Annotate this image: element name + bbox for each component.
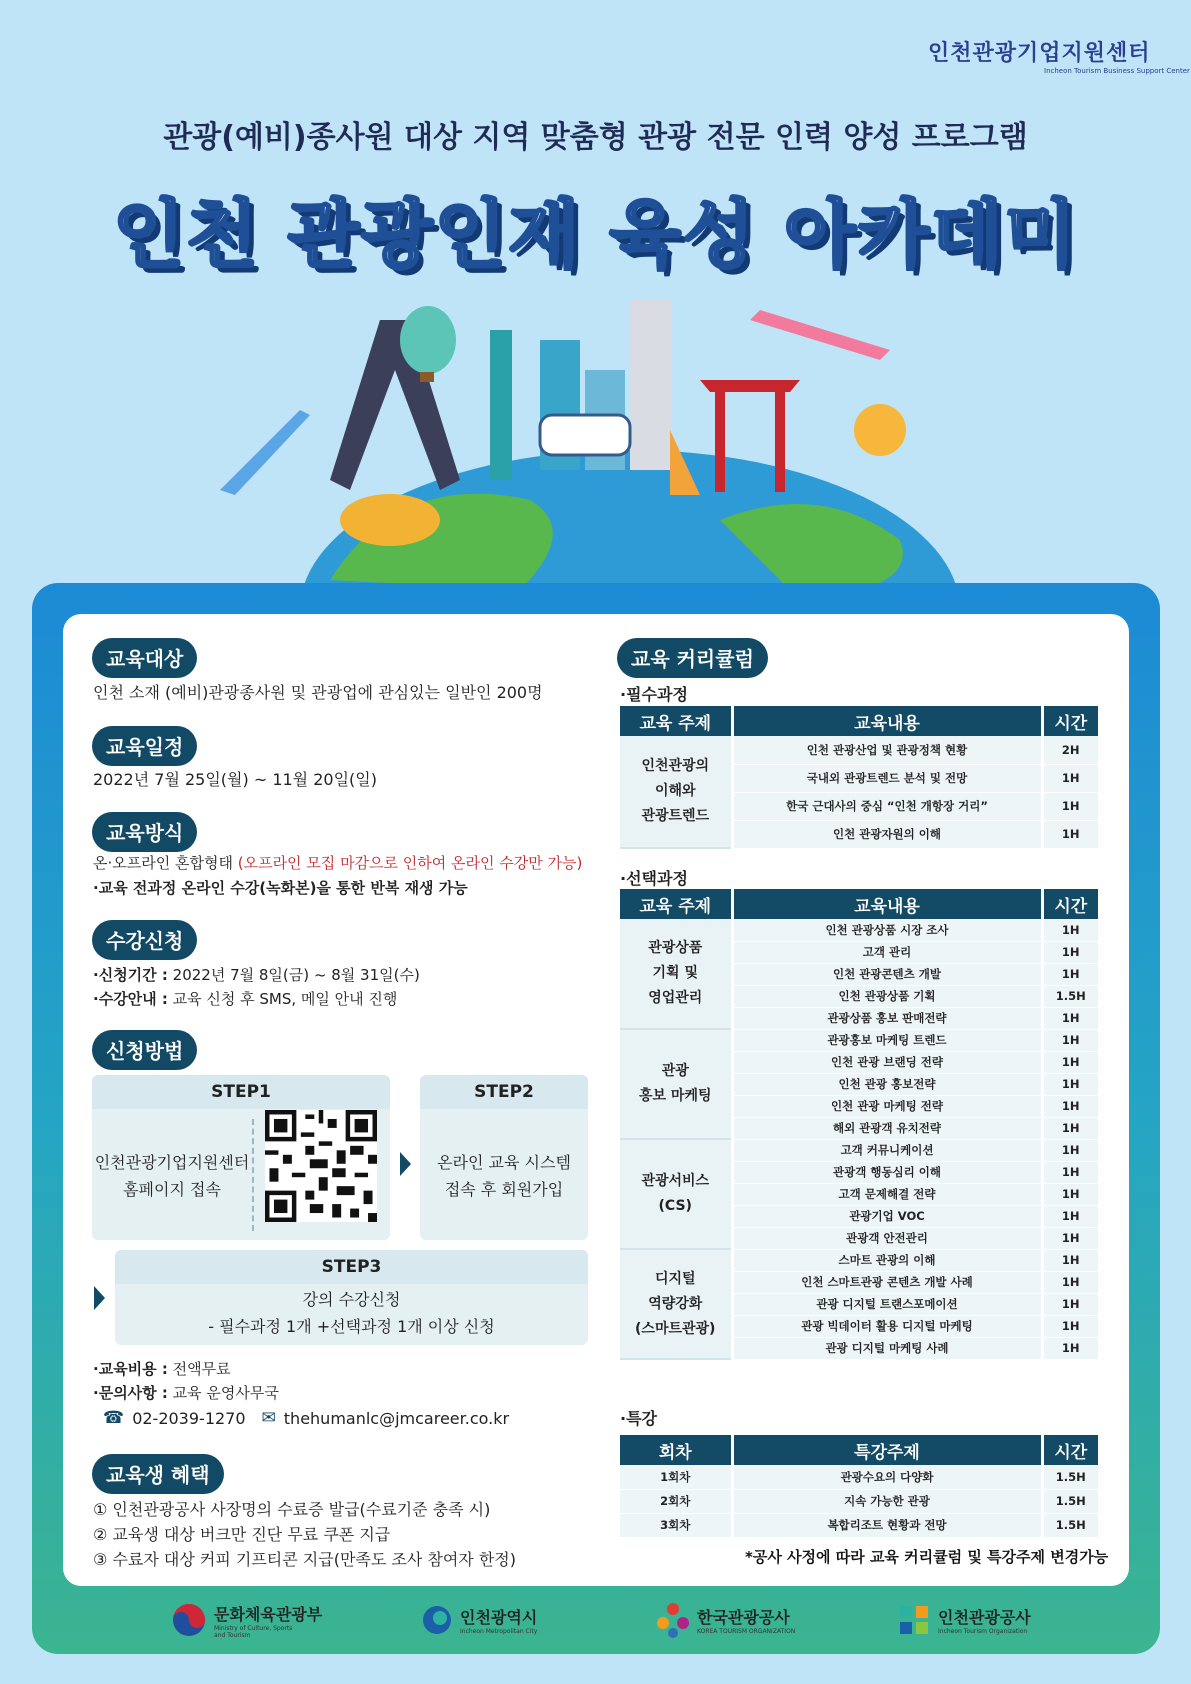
brand-name: 인천관광기업지원센터: [928, 41, 1151, 66]
hours-cell: 1.5H: [1042, 1465, 1098, 1489]
topic-cell: 관광서비스 (CS): [620, 1139, 732, 1249]
org-name-incheon-city: 인천광역시: [460, 1608, 538, 1627]
section-tag-target: 교육대상: [92, 638, 197, 678]
airplane-illustration-left: [220, 410, 310, 495]
content-cell: 인천 스마트관광 콘텐츠 개발 사례: [732, 1271, 1042, 1293]
topic-cell: 관광 홍보 마케팅: [620, 1029, 732, 1139]
hours-cell: 1H: [1042, 1271, 1098, 1293]
col-topic: 교육 주제: [620, 889, 732, 919]
content-cell: 국내외 관광트렌드 분석 및 전망: [732, 764, 1042, 792]
org-name-ito: 인천관광공사: [938, 1608, 1031, 1627]
step2-line1: 온라인 교육 시스템: [437, 1153, 571, 1172]
content-cell: 관광기업 VOC: [732, 1205, 1042, 1227]
org-name-incheon-city-en: Incheon Metropolitan City: [460, 1628, 538, 1635]
step2-box: [420, 1075, 588, 1240]
content-cell: 인천 관광상품 기획: [732, 985, 1042, 1007]
col-hours: 시간: [1042, 889, 1098, 919]
content-cell: 인천 관광 브랜딩 전략: [732, 1051, 1042, 1073]
contact-email[interactable]: thehumanlc@jmcareer.co.kr: [283, 1408, 510, 1428]
method-notice: (오프라인 모집 마감으로 인하여 온라인 수강만 가능): [237, 854, 583, 872]
content-cell: 인천 관광 마케팅 전략: [732, 1095, 1042, 1117]
step3-box: [115, 1250, 588, 1345]
step2-text: [420, 1149, 588, 1203]
content-cell: 해외 관광객 유치전략: [732, 1117, 1042, 1139]
col-topic: 교육 주제: [620, 706, 732, 736]
ito-emblem-icon: [898, 1604, 930, 1636]
section-tag-schedule: 교육일정: [92, 726, 197, 766]
step3-title: STEP3: [115, 1250, 588, 1284]
mcst-emblem-icon: [172, 1603, 206, 1637]
step2-line2: 접속 후 회원가입: [444, 1180, 564, 1199]
step1-line2: 홈페이지 접속: [123, 1180, 221, 1199]
guide-label: ·수강안내 :: [93, 990, 168, 1008]
car-illustration: [540, 415, 630, 455]
table-row: [620, 1465, 1098, 1489]
hours-cell: 1.5H: [1042, 1513, 1098, 1537]
phone-icon: ☎: [103, 1408, 125, 1428]
step1-text: [92, 1149, 252, 1203]
registration-guide: [93, 988, 397, 1009]
hours-cell: 1H: [1042, 1315, 1098, 1337]
round-cell: 1회차: [620, 1465, 732, 1489]
org-name-kto: 한국관광공사: [697, 1608, 790, 1627]
statue-of-liberty-illustration: [490, 330, 512, 480]
period-label: ·신청기간 :: [93, 966, 168, 984]
step3-text: [115, 1286, 588, 1340]
kto-emblem-icon: [655, 1601, 691, 1639]
special-topic-cell: 관광수요의 다양화: [732, 1465, 1042, 1489]
org-name-kto-en: KOREA TOURISM ORGANIZATION: [697, 1628, 796, 1635]
contact-details: [103, 1408, 509, 1428]
section-tag-benefits: 교육생 혜택: [92, 1454, 224, 1494]
content-cell: 관광 디지털 트랜스포메이션: [732, 1293, 1042, 1315]
org-logo-ito: [898, 1600, 1031, 1640]
step-arrow-right-2: [94, 1286, 105, 1310]
hours-cell: 1H: [1042, 1161, 1098, 1183]
table-row: [620, 1513, 1098, 1537]
content-cell: 관광객 안전관리: [732, 1227, 1042, 1249]
content-cell: 한국 근대사의 중심 “인천 개항장 거리”: [732, 792, 1042, 820]
col-content: 교육내용: [732, 889, 1042, 919]
cost-value: 전액무료: [167, 1360, 231, 1378]
hours-cell: 1.5H: [1042, 985, 1098, 1007]
org-name-ito-en: Incheon Tourism Organization: [938, 1628, 1028, 1635]
benefit-item-3: ③ 수료자 대상 커피 기프티콘 지급(만족도 조사 참여자 한정): [93, 1550, 517, 1569]
contact-value: 교육 운영사무국: [167, 1384, 279, 1402]
period-value: 2022년 7월 8일(금) ~ 8월 31일(수): [167, 966, 420, 984]
section-tag-apply: 신청방법: [92, 1030, 197, 1070]
cost-info: [93, 1358, 231, 1379]
step-arrow-right: [400, 1152, 411, 1176]
topic-cell: 관광상품 기획 및 영업관리: [620, 919, 732, 1029]
contact-label: ·문의사항 :: [93, 1384, 168, 1402]
step1-divider: [252, 1119, 254, 1231]
col-hours: 시간: [1042, 706, 1098, 736]
hours-cell: 1H: [1042, 1205, 1098, 1227]
hours-cell: 1H: [1042, 1051, 1098, 1073]
schedule-text: 2022년 7월 25일(월) ~ 11월 20일(일): [93, 770, 377, 789]
round-cell: 2회차: [620, 1489, 732, 1513]
sun-illustration: [854, 404, 906, 456]
table-row: [620, 1489, 1098, 1513]
section-tag-registration: 수강신청: [92, 920, 197, 960]
page-subtitle: 관광(예비)종사원 대상 지역 맞춤형 관광 전문 인력 양성 프로그램: [163, 120, 1028, 155]
method-line-1: [93, 852, 582, 873]
special-topic-cell: 복합리조트 현황과 전망: [732, 1513, 1042, 1537]
org-name-mcst: 문화체육관광부: [214, 1604, 323, 1624]
brand-name-en: Incheon Tourism Business Support Center: [1044, 67, 1190, 75]
method-type: 온·오프라인 혼합형태: [93, 854, 233, 872]
org-logo-mcst: [172, 1600, 322, 1640]
benefit-item-2: ② 교육생 대상 버크만 진단 무료 쿠폰 지급: [93, 1525, 391, 1544]
section-tag-method: 교육방식: [92, 812, 197, 852]
content-cell: 관광상품 홍보 판매전략: [732, 1007, 1042, 1029]
hours-cell: 2H: [1042, 736, 1098, 764]
hours-cell: 1H: [1042, 1139, 1098, 1161]
method-line-2: ·교육 전과정 온라인 수강(녹화본)을 통한 반복 재생 가능: [93, 879, 468, 897]
org-name-mcst-en: Ministry of Culture, Sports and Tourism: [214, 1624, 293, 1639]
special-table: [620, 1435, 1098, 1538]
hours-cell: 1H: [1042, 1095, 1098, 1117]
step1-line1: 인천관광기업지원센터: [94, 1153, 250, 1172]
hours-cell: 1H: [1042, 1029, 1098, 1051]
hours-cell: 1H: [1042, 941, 1098, 963]
topic-cell: 인천관광의 이해와 관광트렌드: [620, 736, 732, 848]
travel-illustration: [200, 280, 1060, 600]
special-label: ·특강: [620, 1409, 657, 1428]
guide-value: 교육 신청 후 SMS, 메일 안내 진행: [167, 990, 398, 1008]
step2-title: STEP2: [420, 1075, 588, 1109]
brand-logo: [928, 36, 1190, 86]
pisa-tower-illustration: [630, 300, 672, 470]
content-cell: 관광 디지털 마케팅 사례: [732, 1337, 1042, 1359]
content-cell: 인천 관광산업 및 관광정책 현황: [732, 736, 1042, 764]
required-table: [620, 706, 1098, 849]
col-hours: 시간: [1042, 1435, 1098, 1465]
elective-table: [620, 889, 1098, 1360]
hours-cell: 1H: [1042, 820, 1098, 848]
step3-line2: - 필수과정 1개 +선택과정 1개 이상 신청: [208, 1317, 495, 1336]
table-row: [620, 1249, 1098, 1271]
target-text: 인천 소재 (예비)관광종사원 및 관광업에 관심있는 일반인 200명: [93, 683, 543, 702]
content-cell: 인천 관광자원의 이해: [732, 820, 1042, 848]
hours-cell: 1H: [1042, 1337, 1098, 1359]
hours-cell: 1H: [1042, 919, 1098, 941]
table-row: [620, 1029, 1098, 1051]
table-row: [620, 736, 1098, 764]
contact-info: [93, 1382, 279, 1403]
step1-title: STEP1: [92, 1075, 390, 1109]
cost-label: ·교육비용 :: [93, 1360, 168, 1378]
hours-cell: 1H: [1042, 1117, 1098, 1139]
qr-code[interactable]: [265, 1110, 377, 1222]
elective-label: ·선택과정: [620, 869, 688, 888]
content-cell: 관광객 행동심리 이해: [732, 1161, 1042, 1183]
col-content: 교육내용: [732, 706, 1042, 736]
hours-cell: 1H: [1042, 764, 1098, 792]
section-tag-curriculum: 교육 커리큘럼: [617, 638, 768, 678]
page-title: 인천 관광인재 육성 아카데미: [112, 192, 1079, 278]
special-topic-cell: 지속 가능한 관광: [732, 1489, 1042, 1513]
hours-cell: 1H: [1042, 1073, 1098, 1095]
col-special-topic: 특강주제: [732, 1435, 1042, 1465]
content-cell: 고객 커뮤니케이션: [732, 1139, 1042, 1161]
hot-air-balloon-illustration: [400, 306, 456, 374]
step3-line1: 강의 수강신청: [302, 1290, 401, 1309]
curriculum-footnote: *공사 사정에 따라 교육 커리큘럼 및 특강주제 변경가능: [745, 1548, 1109, 1566]
content-cell: 인천 관광콘텐츠 개발: [732, 963, 1042, 985]
content-cell: 관광홍보 마케팅 트렌드: [732, 1029, 1042, 1051]
contact-phone[interactable]: 02-2039-1270: [132, 1408, 246, 1428]
col-round: 회차: [620, 1435, 732, 1465]
content-cell: 고객 관리: [732, 941, 1042, 963]
org-logo-incheon-city: [422, 1600, 537, 1640]
yellow-car-illustration: [340, 494, 440, 546]
content-cell: 관광 빅데이터 활용 디지털 마케팅: [732, 1315, 1042, 1337]
hours-cell: 1H: [1042, 792, 1098, 820]
incheon-city-emblem-icon: [422, 1605, 452, 1635]
hours-cell: 1H: [1042, 963, 1098, 985]
airplane-illustration: [750, 310, 890, 360]
hours-cell: 1H: [1042, 1183, 1098, 1205]
org-logo-kto: [655, 1600, 795, 1640]
hours-cell: 1.5H: [1042, 1489, 1098, 1513]
benefit-item-1: ① 인천관광공사 사장명의 수료증 발급(수료기준 충족 시): [93, 1500, 491, 1519]
torii-gate-illustration: [700, 380, 800, 392]
hours-cell: 1H: [1042, 1007, 1098, 1029]
round-cell: 3회차: [620, 1513, 732, 1537]
table-row: [620, 1139, 1098, 1161]
content-cell: 인천 관광 홍보전략: [732, 1073, 1042, 1095]
content-cell: 스마트 관광의 이해: [732, 1249, 1042, 1271]
hours-cell: 1H: [1042, 1249, 1098, 1271]
table-row: [620, 919, 1098, 941]
hours-cell: 1H: [1042, 1293, 1098, 1315]
registration-period: [93, 964, 420, 985]
content-cell: 고객 문제해결 전략: [732, 1183, 1042, 1205]
content-cell: 인천 관광상품 시장 조사: [732, 919, 1042, 941]
mail-icon: ✉: [261, 1408, 276, 1428]
hours-cell: 1H: [1042, 1227, 1098, 1249]
topic-cell: 디지털 역량강화 (스마트관광): [620, 1249, 732, 1359]
required-label: ·필수과정: [620, 685, 688, 704]
